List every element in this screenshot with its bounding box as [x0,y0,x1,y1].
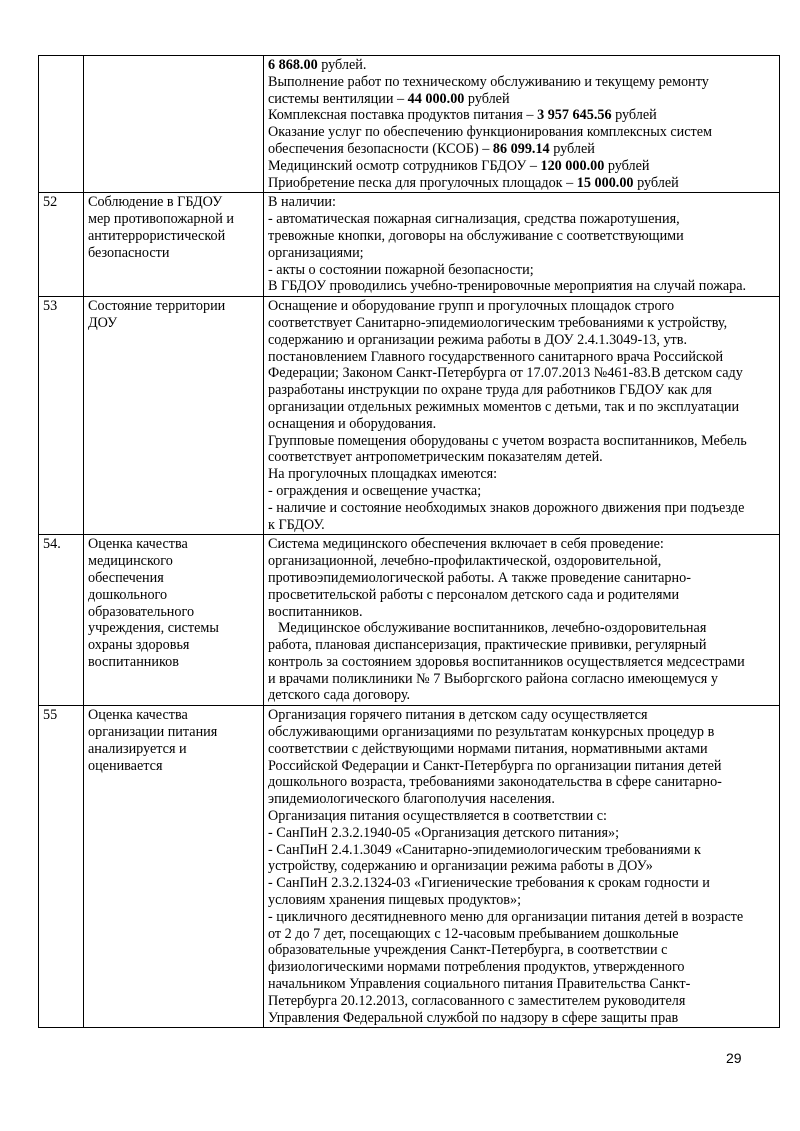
description-cell [264,297,780,535]
criterion-line: дошкольного [88,586,168,603]
text-fragment: Федерации; Законом Санкт-Петербурга от 17.07.2013 №461-83.В детском саду [268,365,743,382]
criterion-cell [84,706,264,1028]
criterion-line: оценивается [88,757,163,774]
description-line [268,724,775,741]
description-line [268,124,775,141]
description-line [268,194,775,211]
text-fragment: Российской Федерации и Санкт-Петербурга по организации питания детей [268,757,722,774]
criterion-line: охраны здоровья [88,637,190,654]
description-line [268,399,775,416]
description-line [268,298,775,315]
description-line [268,278,775,295]
text-fragment: Выполнение работ по техническому обслуживанию и текущему ремонту [268,73,709,90]
criterion-line: медицинского [88,553,173,570]
text-fragment: рублей [604,157,650,174]
amount-value: 120 000.00 [540,157,605,174]
description-line [268,959,775,976]
text-fragment: рублей. [317,57,367,73]
criterion-line: Соблюдение в ГБДОУ [88,194,223,211]
description-line [268,1010,775,1027]
row-number: 54. [43,536,61,553]
text-fragment: организационной, лечебно-профилактической, оздоровительной, [268,553,662,570]
criterion-line: организации питания [88,724,218,741]
criterion-line: обеспечения [88,569,164,586]
text-fragment: Групповые помещения оборудованы с учетом возраста воспитанников, Мебель [268,432,747,449]
amount-value: 44 000.00 [407,90,465,107]
row-number-cell [39,706,84,1028]
page-number: 29 [726,1050,742,1066]
table-row [39,297,780,535]
text-fragment: содержанию и организации режима работы в ДОУ 2.4.1.3049-13, утв. [268,331,687,348]
criterion-line: ДОУ [88,314,118,331]
text-fragment: Медицинское обслуживание воспитанников, лечебно-оздоровительная [278,620,707,637]
text-fragment: Медицинский осмотр сотрудников ГБДОУ – [268,157,541,174]
description-line [268,536,775,553]
text-fragment: рублей [611,107,657,124]
description-line [268,466,775,483]
text-fragment: к ГБДОУ. [268,516,325,533]
description-cell [264,193,780,297]
description-line [268,637,775,654]
description-line [268,825,775,842]
text-fragment: - СанПиН 2.3.2.1324-03 «Гигиенические требования к срокам годности и [268,875,710,892]
text-fragment: Оказание услуг по обеспечению функционирования комплексных систем [268,124,713,141]
description-line [268,433,775,450]
row-number-cell [39,193,84,297]
text-fragment: обеспечения безопасности (КСОБ) – [268,140,493,157]
text-fragment: системы вентиляции – [268,90,408,107]
criterion-line: мер противопожарной и [88,211,234,228]
text-fragment: Приобретение песка для прогулочных площадок – [268,174,577,191]
row-number: 52 [43,194,58,211]
description-cell [264,706,780,1028]
criterion-cell [84,535,264,706]
text-fragment: работа, плановая диспансеризация, практические прививки, регулярный [268,637,707,654]
criterion-cell [84,297,264,535]
text-fragment: эпидемиологического благополучия населения. [268,791,555,808]
description-line [268,909,775,926]
description-line [268,349,775,366]
criterion-line: анализируется и [88,740,187,757]
amount-value: 6 868.00 [268,57,318,73]
row-number-cell [39,297,84,535]
text-fragment: противоэпидемиологической работы. А также проведение санитарно- [268,569,691,586]
text-fragment: рублей [633,174,679,191]
text-fragment: - наличие и состояние необходимых знаков дорожного движения при подъезде [268,499,745,516]
amount-value: 86 099.14 [492,140,550,157]
text-fragment: Система медицинского обеспечения включает в себя проведение: [268,536,664,553]
text-fragment: Управления Федеральной службой по надзору в сфере защиты прав [268,1009,679,1026]
table-row [39,706,780,1028]
description-line [268,211,775,228]
description-line [268,483,775,500]
text-fragment: просветительской работы с персоналом детского сада и родителями [268,586,680,603]
description-line [268,228,775,245]
description-line [268,892,775,909]
description-line [268,332,775,349]
row-number-cell [39,535,84,706]
description-line [268,500,775,517]
description-line [268,758,775,775]
text-fragment: Оснащение и оборудование групп и прогулочных площадок строго [268,298,675,315]
text-fragment: начальником Управления социального питания Правительства Санкт- [268,976,691,993]
text-fragment: и врачами поликлиники № 7 Выборгского района согласно имеющемуся у [268,670,718,687]
description-line [268,570,775,587]
text-fragment: дошкольного возраста, требованиями законодательства в сфере санитарно- [268,774,722,791]
text-fragment: соответствует Санитарно-эпидемиологическим требованиями к устройству, [268,314,728,331]
description-line [268,976,775,993]
text-fragment: рублей [464,90,510,107]
description-line [268,553,775,570]
text-fragment: образовательные учреждения Санкт-Петербурга, в соответствии с [268,942,668,959]
text-fragment: организациями; [268,244,364,261]
description-line [268,262,775,279]
row-number: 53 [43,298,58,315]
description-line [268,107,775,124]
text-fragment: Комплексная поставка продуктов питания – [268,107,538,124]
criterion-line: Оценка качества [88,536,188,553]
description-line [268,993,775,1010]
text-fragment: физиологическими нормами потребления продуктов, утвержденного [268,959,685,976]
text-fragment: - автоматическая пожарная сигнализация, средства пожаротушения, [268,211,680,228]
description-line [268,875,775,892]
text-fragment: соответствии с действующими нормами питания, нормативными актами [268,740,708,757]
description-line [268,926,775,943]
description-line [268,620,775,637]
description-line [268,842,775,859]
description-line [268,942,775,959]
criterion-cell [84,56,264,193]
text-fragment: В наличии: [268,194,336,211]
text-fragment: Организация питания осуществляется в соответствии с: [268,808,607,825]
criterion-line: антитеррористической [88,227,226,244]
text-fragment: Организация горячего питания в детском саду осуществляется [268,707,648,724]
criterion-line: Состояние территории [88,298,226,315]
row-number-cell [39,56,84,193]
description-line [268,141,775,158]
description-line [268,791,775,808]
description-line [268,604,775,621]
description-line [268,175,775,192]
criterion-cell [84,193,264,297]
description-line [268,858,775,875]
description-line [268,707,775,724]
description-line [268,158,775,175]
text-fragment: тревожные кнопки, договоры на обслуживание с соответствующими [268,227,684,244]
text-fragment: На прогулочных площадках имеются: [268,466,498,483]
table-row [39,56,780,193]
criterion-line: Оценка качества [88,707,188,724]
description-line [268,808,775,825]
text-fragment: рублей [549,140,595,157]
text-fragment: детского сада договору. [268,687,411,704]
description-cell [264,56,780,193]
text-fragment: оснащения и оборудования. [268,415,437,432]
description-line [268,517,775,534]
description-line [268,245,775,262]
description-line [268,416,775,433]
description-line [268,671,775,688]
text-fragment: В ГБДОУ проводились учебно-тренировочные мероприятия на случай пожара. [268,278,747,295]
table-row [39,535,780,706]
text-fragment: разработаны инструкции по охране труда для работников ГБДОУ как для [268,382,712,399]
description-line [268,587,775,604]
amount-value: 3 957 645.56 [537,107,612,124]
criterion-line: учреждения, системы [88,620,219,637]
text-fragment: - СанПиН 2.4.1.3049 «Санитарно-эпидемиологическим требованиями к [268,841,701,858]
text-fragment: - цикличного десятидневного меню для организации питания детей в возрасте [268,908,744,925]
criterion-line: образовательного [88,603,195,620]
text-fragment: - СанПиН 2.3.2.1940-05 «Организация детского питания»; [268,824,620,841]
description-line [268,449,775,466]
table-body [39,56,780,1028]
text-fragment: от 2 до 7 дет, посещающих с 12-часовым пребыванием дошкольные [268,925,679,942]
row-number: 55 [43,707,58,724]
amount-value: 15 000.00 [576,174,634,191]
text-fragment: - ограждения и освещение участка; [268,482,482,499]
text-fragment: организации отдельных режимных моментов с детьми, так и по эксплуатации [268,398,740,415]
text-fragment: - акты о состоянии пожарной безопасности; [268,261,534,278]
description-line [268,91,775,108]
description-line [268,315,775,332]
description-line [268,741,775,758]
description-line [268,365,775,382]
description-line [268,74,775,91]
table-row [39,193,780,297]
description-line [268,774,775,791]
text-fragment: условиям хранения пищевых продуктов»; [268,892,522,909]
description-line [268,57,775,74]
text-fragment: соответствует антропометрическим показателям детей. [268,449,603,466]
criterion-line: воспитанников [88,653,179,670]
text-fragment: постановлением Главного государственного санитарного врача Российской [268,348,724,365]
text-fragment: Петербурга 20.12.2013, согласованного с заместителем руководителя [268,992,686,1009]
text-fragment: обслуживающими организациями по результатам конкурсных процедур в [268,724,715,741]
document-table [38,55,780,1028]
text-fragment: воспитанников. [268,603,363,620]
description-cell [264,535,780,706]
description-line [268,654,775,671]
text-fragment: устройству, содержанию и организации режима работы в ДОУ» [268,858,653,875]
description-line [268,382,775,399]
description-line [268,687,775,704]
criterion-line: безопасности [88,244,170,261]
text-fragment: контроль за состоянием здоровья воспитанников осуществляется медсестрами [268,653,745,670]
